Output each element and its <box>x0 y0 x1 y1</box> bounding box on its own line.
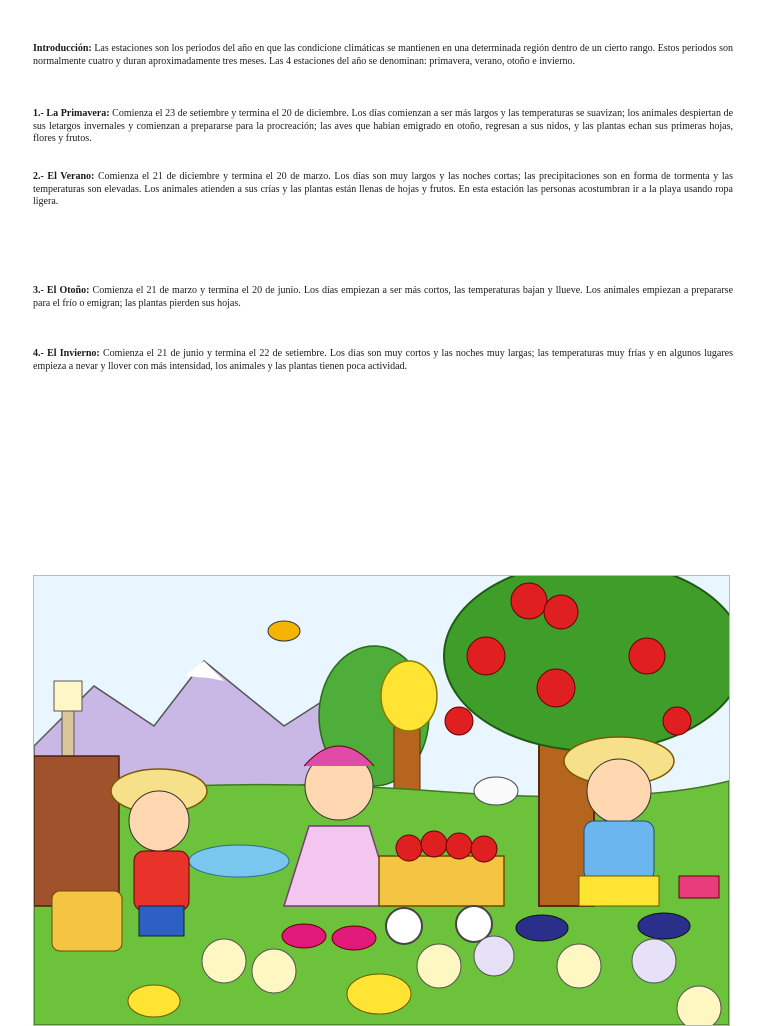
summer-paragraph <box>33 171 733 209</box>
shoe <box>332 926 376 950</box>
apple <box>511 583 547 619</box>
rake <box>679 876 719 898</box>
apple <box>445 707 473 735</box>
face <box>587 759 651 823</box>
lamp <box>54 681 82 711</box>
wagon-body <box>379 856 504 906</box>
shoe <box>638 913 690 939</box>
flower <box>252 949 296 993</box>
wagon-wheel <box>456 906 492 942</box>
apple <box>421 831 447 857</box>
spring-text: Comienza el 23 de setiembre y termina el 20 de diciembre. Los días comienzan a ser más largos y las temperaturas se suavizan; los animales despiertan de sus letargos invernales y comienzan a prepararse para la procreación; las aves que habían emigrado en otoño, regresan a sus nidos, y las plantas echan sus primeras hojas, flores y frutos. <box>33 108 734 145</box>
autumn-paragraph <box>33 285 733 310</box>
winter-text: Comienza el 21 de junio y termina el 22 de setiembre. Los días son muy cortos y las noches muy largas; las temperaturas muy frías y en algunos lugares empieza a nevar y llover con más intensidad, los animales y las plantas tienen poca actividad. <box>33 348 734 372</box>
duck <box>347 974 411 1014</box>
flower <box>632 939 676 983</box>
flower <box>557 944 601 988</box>
yellow-shorts <box>579 876 659 906</box>
flower <box>417 944 461 988</box>
intro-label: Introducción: <box>33 43 92 54</box>
apple <box>467 637 505 675</box>
fence <box>34 756 119 906</box>
wagon-wheel <box>386 908 422 944</box>
bee <box>268 621 300 641</box>
autumn-text: Comienza el 21 de marzo y termina el 20 de junio. Los días empiezan a ser más cortos, las temperaturas bajan y llueve. Los animales empiezan a prepararse para el frío o emigran; las plantas pierden sus hojas. <box>33 285 734 309</box>
backpack <box>52 891 122 951</box>
winter-paragraph <box>33 348 733 373</box>
apple <box>537 669 575 707</box>
face <box>129 791 189 851</box>
apple <box>396 835 422 861</box>
pond <box>189 845 289 877</box>
spring-scene-svg <box>34 576 729 1025</box>
stork <box>474 777 518 805</box>
spring-paragraph <box>33 108 733 146</box>
shoe <box>516 915 568 941</box>
apple <box>446 833 472 859</box>
apple <box>471 836 497 862</box>
red-shirt <box>134 851 189 911</box>
blue-shirt <box>584 821 654 881</box>
winter-label: 4.- El Invierno: <box>33 348 100 359</box>
shorts <box>139 906 184 936</box>
spring-illustration <box>33 575 730 1026</box>
intro-paragraph <box>33 43 733 68</box>
flower <box>202 939 246 983</box>
apple <box>663 707 691 735</box>
summer-label: 2.- El Verano: <box>33 171 95 182</box>
spring-label: 1.- La Primavera: <box>33 108 110 119</box>
intro-text: Las estaciones son los periodos del año en que las condicione climáticas se mantienen en una determinada región dentro de un cierto rango. Estos periodos son normalmente cuatro y duran aproximadamente tres meses. Las 4 estaciones del año se denominan: primavera, verano, otoño e invierno. <box>33 43 733 67</box>
balloon <box>381 661 437 731</box>
flower <box>474 936 514 976</box>
autumn-label: 3.- El Otoño: <box>33 285 90 296</box>
shoe <box>282 924 326 948</box>
summer-text: Comienza el 21 de diciembre y termina el 20 de marzo. Los días son muy largos y las noches cortas; las precipitaciones son en forma de tormenta y las temperaturas son elevadas. Los animales atienden a sus crías y las plantas están llenas de hojas y frutos. En esta estación las personas acostumbran ir a la playa usando ropa ligera. <box>33 171 733 208</box>
apple <box>629 638 665 674</box>
duck <box>128 985 180 1017</box>
apple <box>544 595 578 629</box>
flower <box>677 986 721 1025</box>
